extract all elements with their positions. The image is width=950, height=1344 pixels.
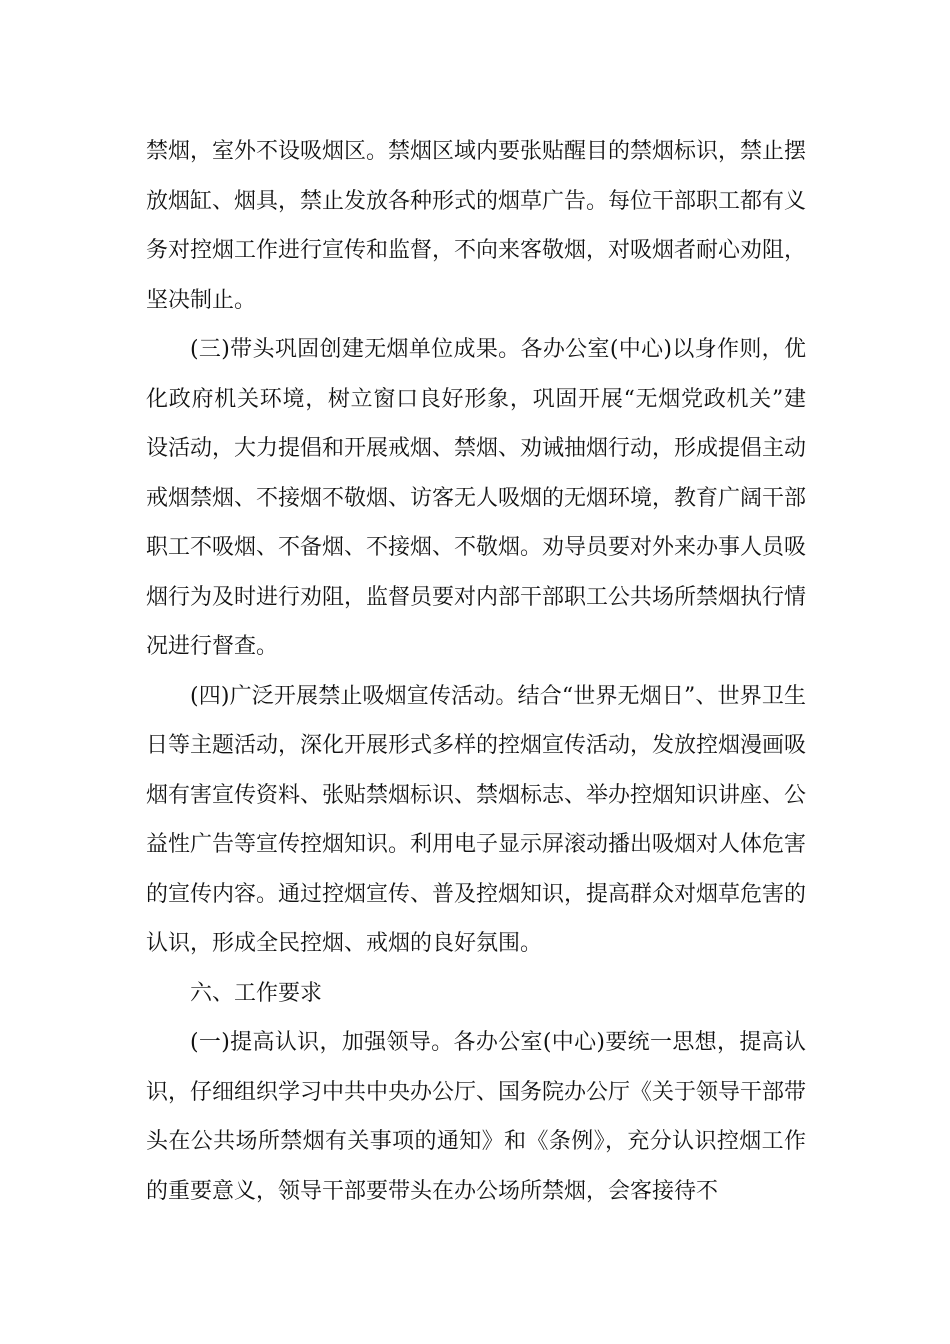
paragraph-requirement-1: (一)提高认识，加强领导。各办公室(中心)要统一思想，提高认识，仔细组织学习中共中央办公厅、国务院办公厅《关于领导干部带头在公共场所禁烟有关事项的通知》和《条例》，充分认识控烟工作的重要意义，领导干部要带头在办公场所禁烟，会客接待不 — [146, 1030, 807, 1204]
paragraph-continuation: 禁烟，室外不设吸烟区。禁烟区域内要张贴醒目的禁烟标识，禁止摆放烟缸、烟具，禁止发放各种形式的烟草广告。每位干部职工都有义务对控烟工作进行宣传和监督，不向来客敬烟，对吸烟者耐心劝阻，坚决制止。 — [146, 139, 807, 313]
document-page — [146, 127, 806, 1216]
paragraph-item-4: (四)广泛开展禁止吸烟宣传活动。结合“世界无烟日”、世界卫生日等主题活动，深化开展形式多样的控烟宣传活动，发放控烟漫画吸烟有害宣传资料、张贴禁烟标识、禁烟标志、举办控烟知识讲座、公益性广告等宣传控烟知识。利用电子显示屏滚动播出吸烟对人体危害的宣传内容。通过控烟宣传、普及控烟知识，提高群众对烟草危害的认识，形成全民控烟、戒烟的良好氛围。 — [146, 683, 807, 956]
section-heading: 六、工作要求 — [190, 980, 323, 1006]
paragraph-item-3: (三)带头巩固创建无烟单位成果。各办公室(中心)以身作则，优化政府机关环境，树立窗口良好形象，巩固开展“无烟党政机关”建设活动，大力提倡和开展戒烟、禁烟、劝诫抽烟行动，形成提倡主动戒烟禁烟、不接烟不敬烟、访客无人吸烟的无烟环境，教育广阔干部职工不吸烟、不备烟、不接烟、不敬烟。劝导员要对外来办事人员吸烟行为及时进行劝阻，监督员要对内部干部职工公共场所禁烟执行情况进行督查。 — [146, 337, 807, 659]
